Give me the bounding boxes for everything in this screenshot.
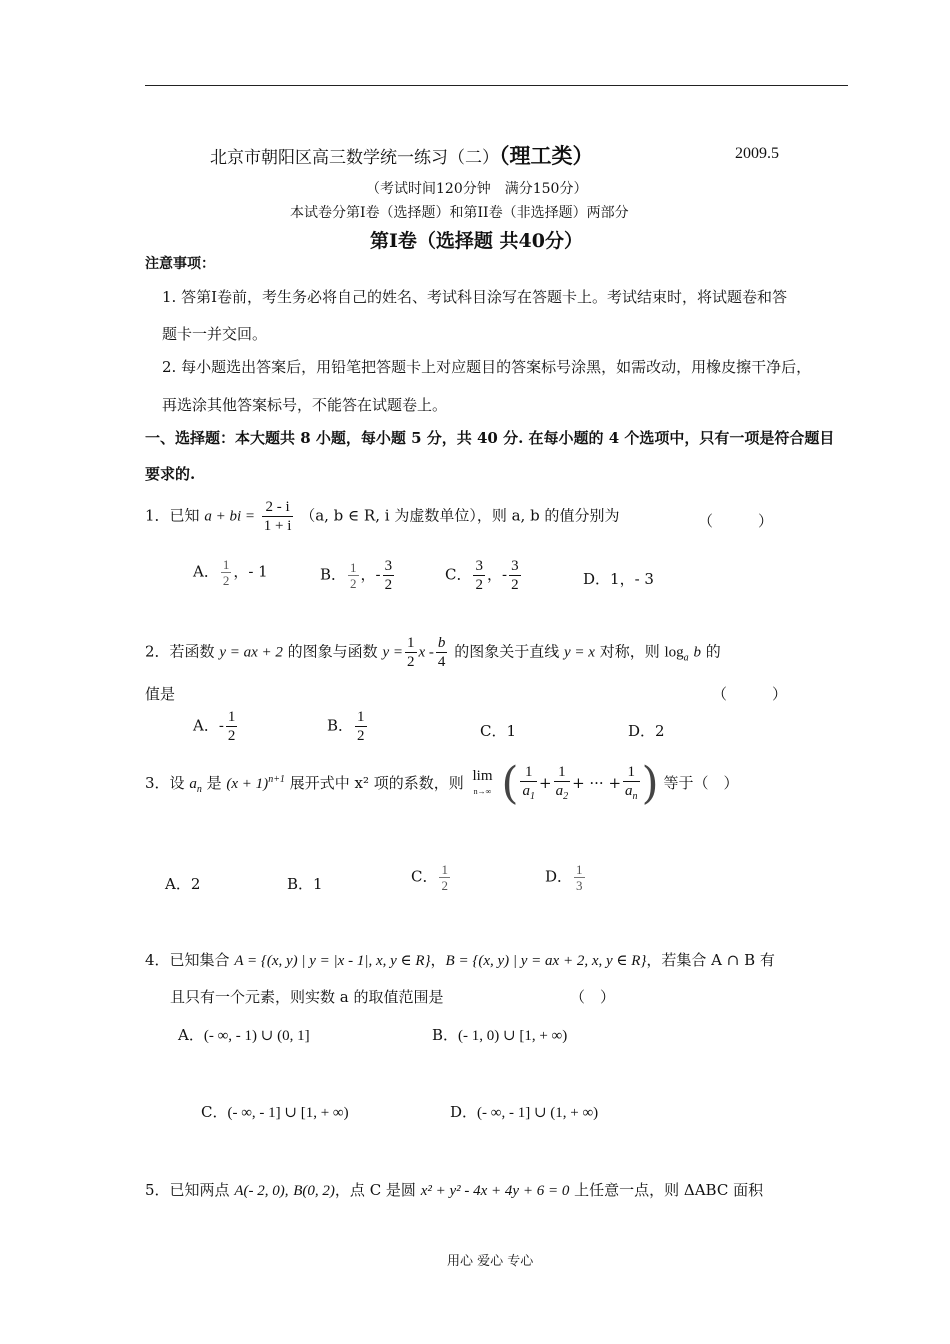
part1-instructions-line-1: 一、选择题：本大题共 8 小题，每小题 5 分，共 40 分. 在每小题的 4 个选项中，只有一项是符合题目 [145, 429, 835, 447]
q4-option-d: D．(- ∞, - 1] ∪ (1, + ∞) [450, 1103, 599, 1121]
q3-option-d: D． $\frac{1}{3}$ [545, 862, 583, 893]
q4-option-b: B．(- 1, 0) ∪ [1, + ∞) [432, 1026, 568, 1044]
q3-option-c: C． $\frac{1}{2}$ [411, 862, 448, 893]
header-rule [145, 85, 848, 86]
q1-answer-blank: （ ） [698, 512, 774, 530]
note-2-line-1: 2. 每小题选出答案后，用铅笔把答题卡上对应题目的答案标号涂黑，如需改动，用橡皮擦干净后， [162, 358, 812, 376]
q1-fraction: $\frac{2 - i}{1 + i}$ [263, 499, 292, 534]
question-2: 2．若函数 y = ax + 2 的图象与函数 y = $\frac{1}{2}$ x - $\frac{b}{4}$ 的图象关于直线 y = x 对称，则 $\log_a b$ 的 [145, 635, 721, 670]
exam-info: （考试时间120分钟 满分150分） [366, 181, 588, 197]
note-2-line-2: 再选涂其他答案标号，不能答在试题卷上。 [162, 396, 448, 414]
q2-line-2: 值是 [145, 685, 176, 703]
q2-option-b: B． $\frac{1}{2}$ [327, 709, 365, 744]
q2-option-a: A．- $\frac{1}{2}$ [193, 709, 236, 744]
note-1-line-1: 1. 答第I卷前，考生务必将自己的姓名、考试科目涂写在答题卡上。考试结束时，将试题卷和答 [162, 288, 788, 306]
q1-option-b: B． $\frac{1}{2}$ ，- $\frac{3}{2}$ [320, 558, 393, 593]
q2-answer-blank: （ ） [712, 685, 788, 703]
q1-option-c: C． $\frac{3}{2}$ ，- $\frac{3}{2}$ [445, 558, 519, 593]
notes-heading: 注意事项： [145, 256, 215, 272]
question-4: 4．已知集合 A = {(x, y) | y = |x - 1|, x, y ∈ R}，B = {(x, y) | y = ax + 2, x, y ∈ R}，若集合 A ∩ B 有 [145, 951, 775, 969]
page-footer: 用心 爱心 专心 [447, 1254, 534, 1269]
question-5: 5．已知两点 A(- 2, 0), B(0, 2)，点 C 是圆 x² + y² - 4x + 4y + 6 = 0 上任意一点，则 ΔABC 面积 [145, 1181, 764, 1199]
exam-date: 2009.5 [735, 145, 779, 162]
q2-option-d: D．2 [628, 722, 665, 740]
question-1: 1．已知 a + bi = $\frac{2 - i}{1 + i}$ （a, b ∈ R, i 为虚数单位），则 a, b 的值分别为 [145, 499, 620, 534]
q4-option-c: C．(- ∞, - 1] ∪ [1, + ∞) [201, 1103, 349, 1121]
part1-instructions-line-2: 要求的. [145, 465, 196, 483]
q3-option-b: B．1 [287, 875, 323, 893]
q2-option-c: C．1 [480, 722, 517, 740]
q3-option-a: A．2 [165, 875, 201, 893]
q1-option-a: A． $\frac{1}{2}$ ，- 1 [193, 557, 268, 588]
question-3: 3．设 $a_n$ 是 $(x + 1)^{n+1}$ 展开式中 x² 项的系数，则 lim n→∞ ( $\frac{1}{a_1}$ + $\frac{1}{a_2}$ + ··· + $\frac{1}{a_n}$ ) 等于（ ） [145, 758, 739, 809]
note-1-line-2: 题卡一并交回。 [162, 325, 268, 343]
exam-structure: 本试卷分第I卷（选择题）和第II卷（非选择题）两部分 [290, 205, 629, 221]
q1-option-d: D．1，- 3 [583, 570, 654, 588]
q4-answer-blank: （ ） [570, 988, 616, 1006]
q4-line-2: 且只有一个元素，则实数 a 的取值范围是 [170, 988, 444, 1006]
exam-track: （理工类） [499, 143, 594, 168]
q4-option-a: A．(- ∞, - 1) ∪ (0, 1] [178, 1026, 310, 1044]
section-title: 第I卷（选择题 共40分） [370, 230, 583, 252]
exam-title: 北京市朝阳区高三数学统一练习（二）（理工类） [210, 143, 594, 168]
